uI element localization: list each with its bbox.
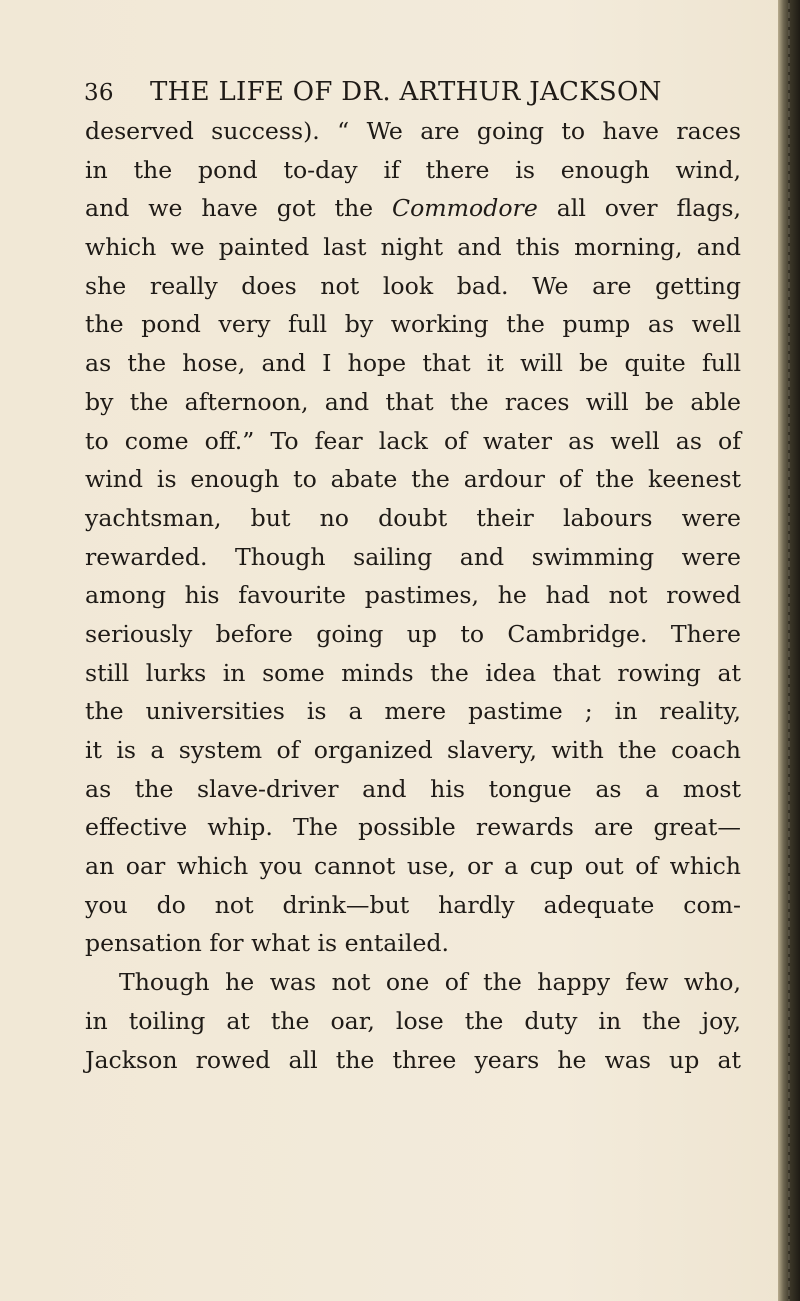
text-line-2: in the pond to-day if there is enough wind, bbox=[85, 155, 741, 184]
italic-ship-name: Commodore bbox=[392, 194, 538, 223]
text-line-8: by the afternoon, and that the races will be able bbox=[85, 387, 741, 416]
text-line-18: as the slave-driver and his tongue as a most bbox=[85, 774, 741, 803]
text-line-6: the pond very full by working the pump as well bbox=[85, 310, 741, 339]
text-line-21: you do not drink—but hardly adequate com- bbox=[85, 890, 741, 919]
text-line-13: among his favourite pastimes, he had not rowed bbox=[85, 581, 741, 610]
text-line-25: Jackson rowed all the three years he was up at bbox=[85, 1045, 741, 1074]
running-title: THE LIFE OF DR. ARTHUR JACKSON bbox=[150, 77, 662, 107]
text-line-4: which we painted last night and this morning, and bbox=[85, 233, 741, 262]
text-line-17: it is a system of organized slavery, with the coach bbox=[85, 736, 741, 764]
text-line-10: wind is enough to abate the ardour of the keenest bbox=[85, 465, 741, 494]
text-line-24: in toiling at the oar, lose the duty in the joy, bbox=[85, 1006, 741, 1035]
text-line-12: rewarded. Though sailing and swimming were bbox=[85, 542, 741, 571]
page-number: 36 bbox=[84, 80, 114, 106]
text-line-3: and we have got the Commodore all over flags, bbox=[85, 194, 741, 223]
text-line-16: the universities is a mere pastime ; in reality, bbox=[85, 697, 741, 726]
text-line-22: pensation for what is entailed. bbox=[85, 929, 450, 958]
body-text bbox=[85, 112, 741, 1079]
text-line-20: an oar which you cannot use, or a cup out of which bbox=[85, 852, 741, 881]
text-line-23: Though he was not one of the happy few who, bbox=[119, 968, 741, 997]
text-line-11: yachtsman, but no doubt their labours were bbox=[85, 503, 741, 532]
text-line-9: to come off.” To fear lack of water as well as of bbox=[85, 426, 741, 455]
running-head bbox=[84, 72, 724, 112]
text-line-19: effective whip. The possible rewards are great— bbox=[85, 813, 741, 842]
text-line-1: deserved success). “ We are going to have races bbox=[85, 117, 741, 145]
text-line-14: seriously before going up to Cambridge. There bbox=[85, 619, 741, 648]
text-line-5: she really does not look bad. We are getting bbox=[85, 271, 741, 300]
text-line-15: still lurks in some minds the idea that rowing at bbox=[85, 658, 741, 687]
text-line-7: as the hose, and I hope that it will be quite full bbox=[85, 349, 741, 378]
page-edge-streak bbox=[788, 0, 790, 1301]
